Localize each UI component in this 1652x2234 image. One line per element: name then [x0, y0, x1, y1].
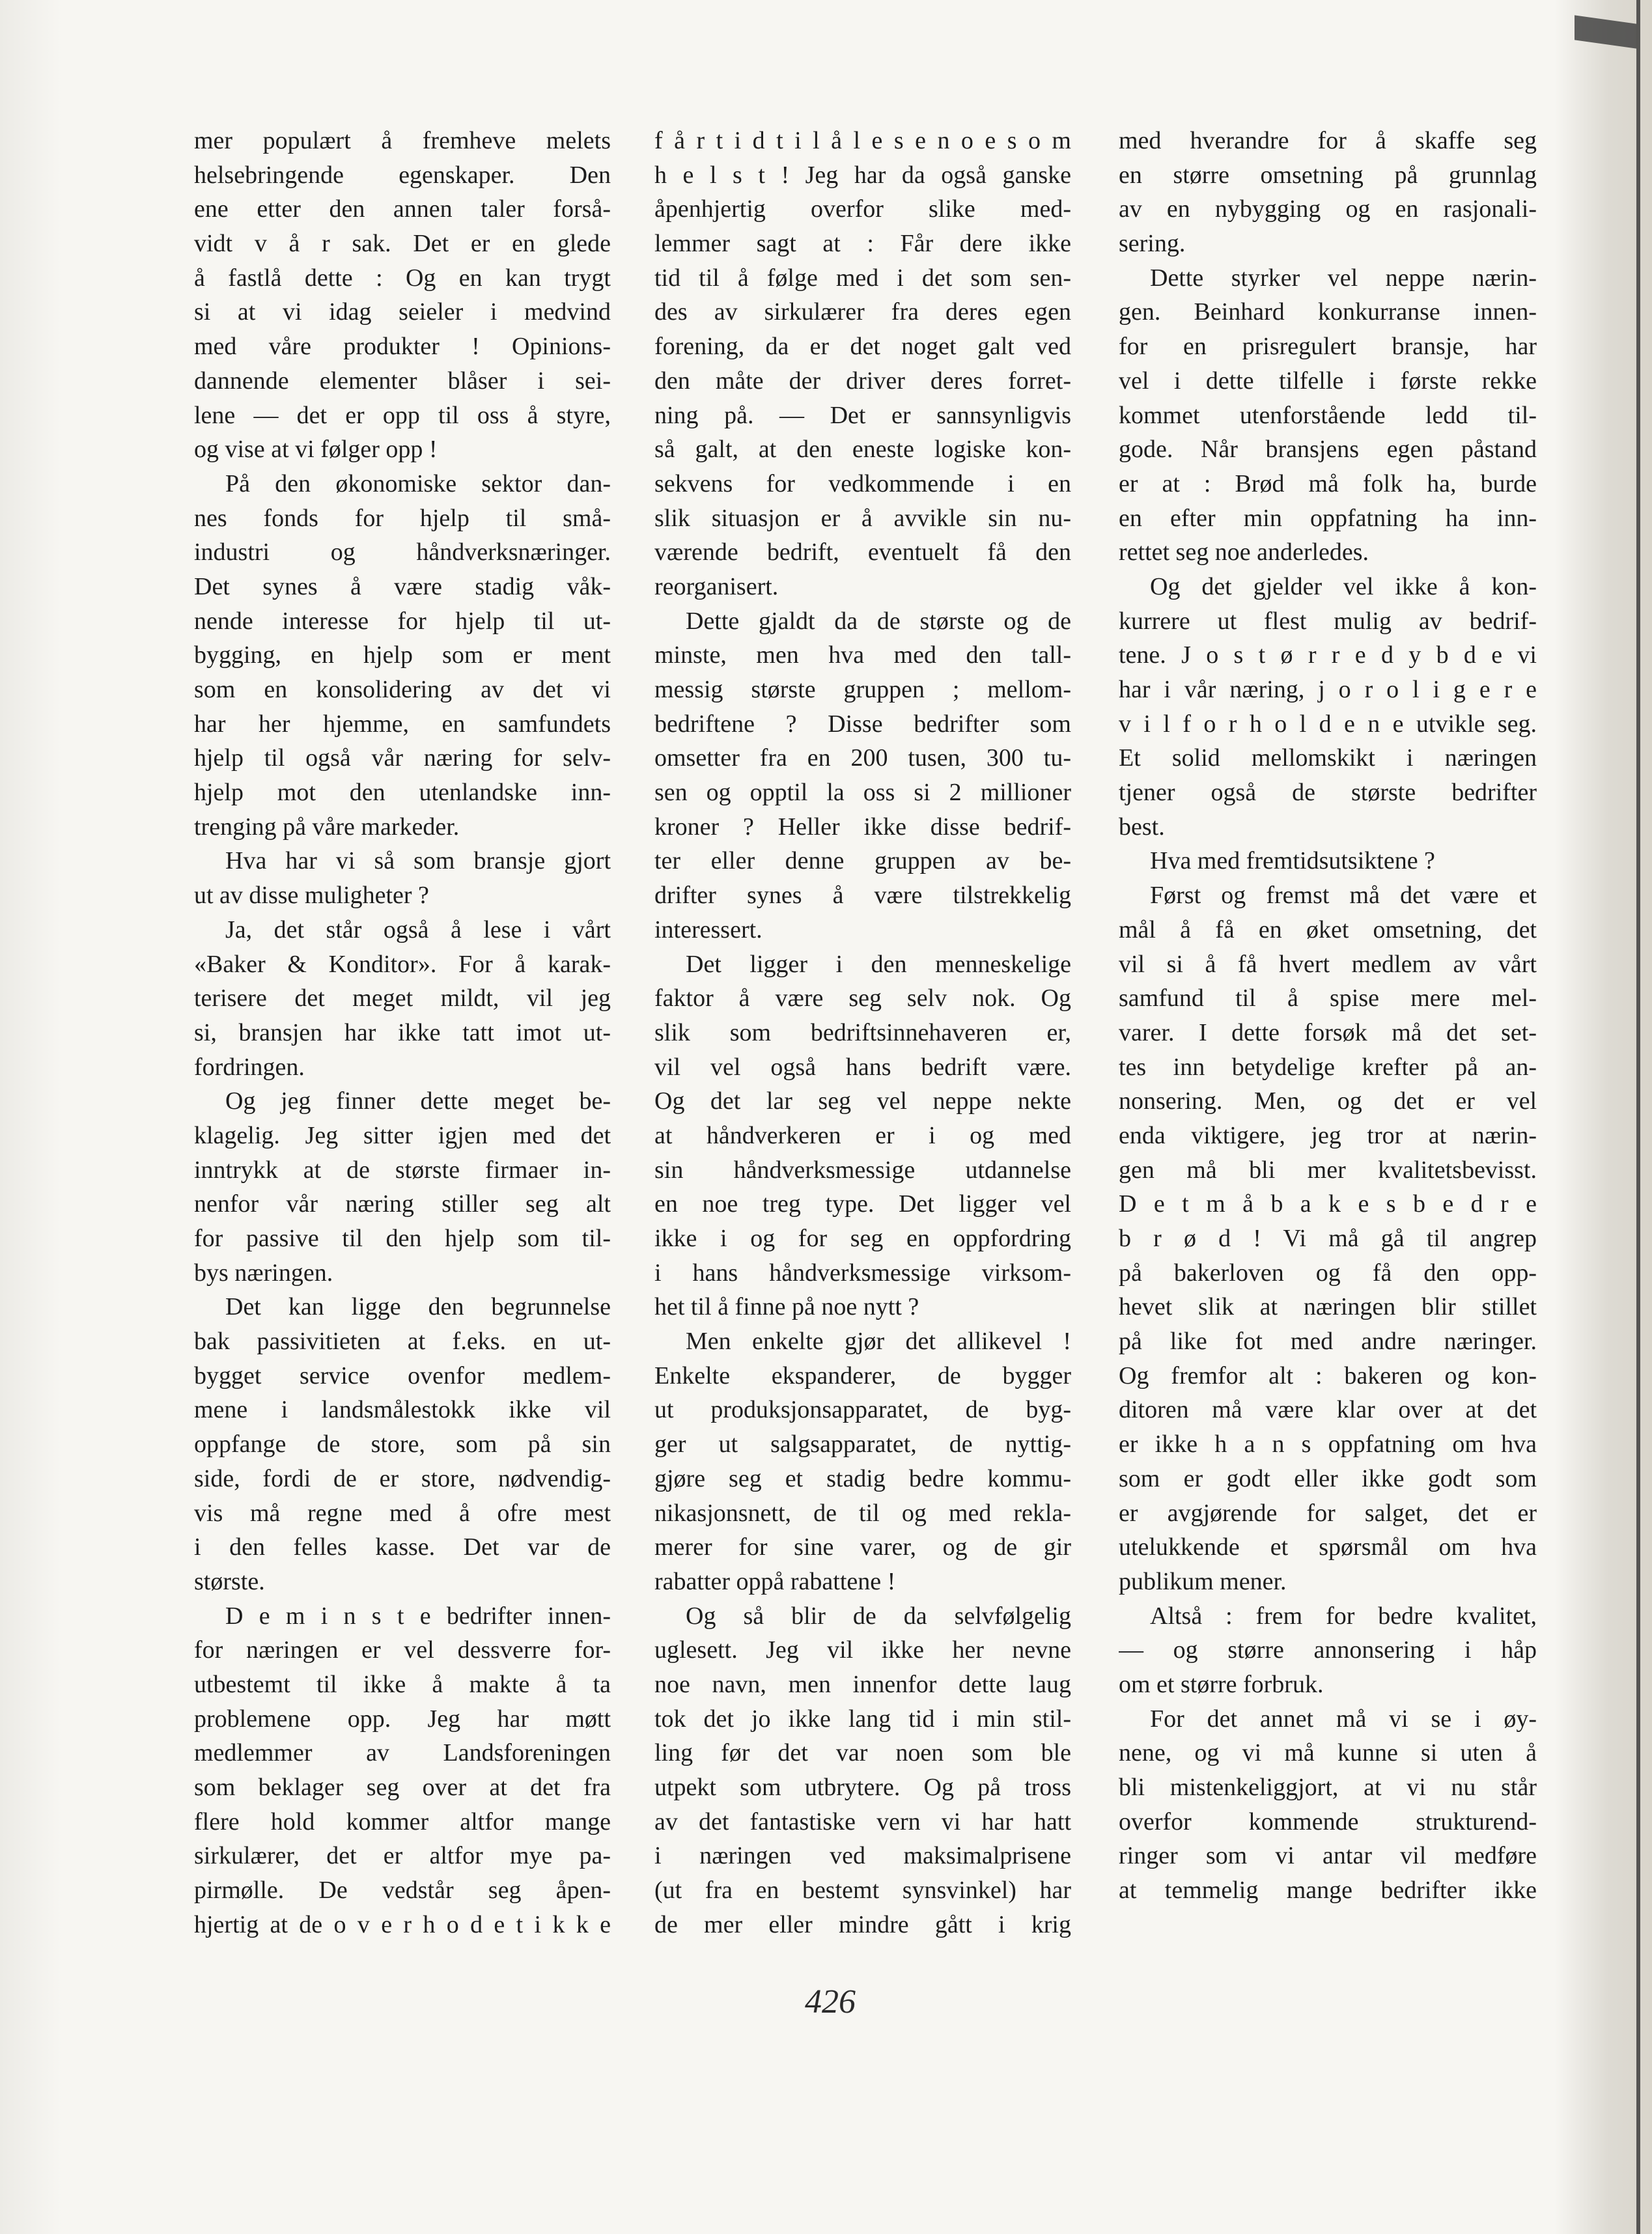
- text-line: bli mistenkeliggjort, at vi nu står: [1119, 1774, 1537, 1801]
- text-line: gen. Beinhard konkurranse innen-: [1119, 298, 1537, 326]
- text-line: på bakerloven og få den opp-: [1119, 1259, 1537, 1287]
- text-line: trenging på våre markeder.: [194, 813, 460, 841]
- text-line: så galt, at den eneste logiske kon-: [654, 436, 1071, 464]
- text-line: klagelig. Jeg sitter igjen med det: [194, 1121, 611, 1149]
- text-line: enda viktigere, jeg tror at nærin-: [1119, 1121, 1537, 1149]
- text-line: er ikke h a n s oppfatning om hva: [1119, 1431, 1537, 1459]
- text-line: slik som bedriftsinnehaveren er,: [654, 1018, 1071, 1046]
- page-gutter: [0, 0, 62, 2234]
- text-line: Ja, det står også å lese i vårt: [225, 915, 611, 943]
- text-line: industri og håndverksnæringer.: [194, 538, 611, 566]
- text-line: gen må bli mer kvalitetsbevisst.: [1119, 1156, 1537, 1184]
- text-line: helsebringende egenskaper. Den: [194, 161, 611, 189]
- text-line: ter eller denne gruppen av be-: [654, 847, 1071, 875]
- text-line: hjelp mot den utenlandske inn-: [194, 779, 611, 807]
- text-line: merer for sine varer, og de gir: [654, 1533, 1071, 1561]
- text-line: best.: [1119, 813, 1165, 841]
- text-line: Det kan ligge den begrunnelse: [225, 1293, 611, 1321]
- text-line: medlemmer av Landsforeningen: [194, 1739, 611, 1767]
- text-line: utelukkende et spørsmål om hva: [1119, 1533, 1537, 1561]
- text-line: mene i landsmålestokk ikke vil: [194, 1396, 611, 1424]
- text-line: nonsering. Men, og det er vel: [1119, 1087, 1537, 1115]
- text-line: D e t m å b a k e s b e d r e: [1119, 1190, 1537, 1218]
- text-line: om et større forbruk.: [1119, 1670, 1324, 1698]
- text-line: minste, men hva med den tall-: [654, 641, 1071, 669]
- text-line: h e l s t ! Jeg har da også ganske: [654, 161, 1071, 189]
- text-line: overfor kommende strukturend-: [1119, 1808, 1537, 1836]
- text-line: utbestemt til ikke å makte å ta: [194, 1670, 611, 1698]
- text-line: vidt v å r sak. Det er en glede: [194, 230, 611, 258]
- text-line: Dette styrker vel neppe nærin-: [1150, 264, 1537, 292]
- text-line: ning på. — Det er sannsynligvis: [654, 401, 1071, 429]
- text-line: bedriftene ? Disse bedrifter som: [654, 710, 1071, 738]
- text-line: Det synes å være stadig våk-: [194, 572, 611, 600]
- text-line: ikke i og for seg en oppfordring: [654, 1225, 1071, 1252]
- text-line: Og det gjelder vel ikke å kon-: [1150, 572, 1537, 600]
- text-line: at håndverkeren er i og med: [654, 1121, 1071, 1149]
- text-line: som beklager seg over at det fra: [194, 1774, 611, 1801]
- text-line: tjener også de største bedrifter: [1119, 779, 1537, 807]
- text-line: ling før det var noen som ble: [654, 1739, 1071, 1767]
- text-line: — og større annonsering i håp: [1119, 1636, 1537, 1664]
- text-line: slik situasjon er å avvikle sin nu-: [654, 504, 1071, 532]
- text-line: flere hold kommer altfor mange: [194, 1808, 611, 1836]
- page-number: 426: [805, 1983, 856, 2020]
- text-line: ene etter den annen taler forså-: [194, 195, 611, 223]
- text-line: sering.: [1119, 230, 1186, 258]
- text-line: het til å finne på noe nytt ?: [654, 1293, 919, 1321]
- text-line: sen og opptil la oss si 2 millioner: [654, 779, 1071, 807]
- text-line: Og fremfor alt : bakeren og kon-: [1119, 1361, 1537, 1389]
- text-line: varer. I dette forsøk må det set-: [1119, 1018, 1537, 1046]
- text-line: bygging, en hjelp som er ment: [194, 641, 611, 669]
- text-line: gode. Når bransjens egen påstand: [1119, 436, 1537, 464]
- text-line: tene. J o s t ø r r e d y b d e vi: [1119, 641, 1537, 669]
- text-line: hjertig at de o v e r h o d e t i k k e: [194, 1910, 611, 1938]
- text-line: utpekt som utbrytere. Og på tross: [654, 1774, 1071, 1801]
- text-line: at temmelig mange bedrifter ikke: [1119, 1877, 1537, 1905]
- text-line: bak passivitieten at f.eks. en ut-: [194, 1328, 611, 1356]
- text-line: sirkulærer, det er altfor mye pa-: [194, 1842, 611, 1870]
- page-edge: [1636, 0, 1640, 2234]
- text-line: har i vår næring, j o r o l i g e r e: [1119, 676, 1537, 703]
- text-line: å fastlå dette : Og en kan trygt: [194, 264, 611, 292]
- text-line: av det fantastiske vern vi har hatt: [654, 1808, 1071, 1836]
- text-column-3: [1119, 124, 1537, 1908]
- text-line: D e m i n s t e bedrifter innen-: [225, 1602, 611, 1630]
- text-line: Hva har vi så som bransje gjort: [225, 847, 611, 875]
- text-line: Og det lar seg vel neppe nekte: [654, 1087, 1071, 1115]
- text-line: nene, og vi må kunne si uten å: [1119, 1739, 1537, 1767]
- text-line: nenfor vår næring stiller seg alt: [194, 1190, 611, 1218]
- text-line: rabatter oppå rabattene !: [654, 1567, 896, 1595]
- text-line: Men enkelte gjør det allikevel !: [686, 1328, 1071, 1356]
- text-line: tid til å følge med i det som sen-: [654, 264, 1071, 292]
- text-line: faktor å være seg selv nok. Og: [654, 984, 1071, 1012]
- text-line: uglesett. Jeg vil ikke her nevne: [654, 1636, 1071, 1664]
- text-line: for næringen er vel dessverre for-: [194, 1636, 611, 1664]
- text-line: problemene opp. Jeg har møtt: [194, 1705, 611, 1733]
- text-line: bys næringen.: [194, 1259, 333, 1287]
- text-line: kroner ? Heller ikke disse bedrif-: [654, 813, 1071, 841]
- text-line: hevet slik at næringen blir stillet: [1119, 1293, 1537, 1321]
- text-line: Altså : frem for bedre kvalitet,: [1150, 1602, 1537, 1630]
- text-line: publikum mener.: [1119, 1567, 1287, 1595]
- text-line: Et solid mellomskikt i næringen: [1119, 744, 1537, 772]
- text-line: si, bransjen har ikke tatt imot ut-: [194, 1018, 611, 1046]
- text-line: Enkelte ekspanderer, de bygger: [654, 1361, 1071, 1389]
- text-line: Hva med fremtidsutsiktene ?: [1150, 847, 1435, 875]
- text-line: værende bedrift, eventuelt få den: [654, 538, 1071, 566]
- text-line: den måte der driver deres forret-: [654, 367, 1071, 395]
- text-line: omsetter fra en 200 tusen, 300 tu-: [654, 744, 1071, 772]
- text-line: Først og fremst må det være et: [1150, 882, 1537, 910]
- text-line: b r ø d ! Vi må gå til angrep: [1119, 1225, 1537, 1252]
- text-line: For det annet må vi se i øy-: [1150, 1705, 1537, 1733]
- text-line: inntrykk at de største firmaer in-: [194, 1156, 611, 1184]
- text-line: er avgjørende for salget, det er: [1119, 1499, 1537, 1527]
- text-line: På den økonomiske sektor dan-: [225, 469, 611, 497]
- text-line: de mer eller mindre gått i krig: [654, 1910, 1071, 1938]
- text-line: des av sirkulærer fra deres egen: [654, 298, 1071, 326]
- text-line: hjelp til også vår næring for selv-: [194, 744, 611, 772]
- text-line: terisere det meget mildt, vil jeg: [194, 984, 611, 1012]
- text-line: en noe treg type. Det ligger vel: [654, 1190, 1071, 1218]
- text-line: for en prisregulert bransje, har: [1119, 333, 1537, 361]
- text-line: messig største gruppen ; mellom-: [654, 676, 1071, 703]
- text-line: interessert.: [654, 915, 763, 943]
- text-line: fordringen.: [194, 1053, 305, 1081]
- text-line: har her hjemme, en samfundets: [194, 710, 611, 738]
- text-line: v i l f o r h o l d e n e utvikle seg.: [1119, 710, 1537, 738]
- text-line: nende interesse for hjelp til ut-: [194, 607, 611, 635]
- text-line: vel i dette tilfelle i første rekke: [1119, 367, 1537, 395]
- text-line: mål å få en øket omsetning, det: [1119, 915, 1537, 943]
- text-line: Og så blir de da selvfølgelig: [686, 1602, 1071, 1630]
- text-line: kurrere ut flest mulig av bedrif-: [1119, 607, 1537, 635]
- text-line: noe navn, men innenfor dette laug: [654, 1670, 1071, 1698]
- text-line: i næringen ved maksimalprisene: [654, 1842, 1071, 1870]
- text-line: (ut fra en bestemt synsvinkel) har: [654, 1877, 1071, 1905]
- text-line: største.: [194, 1567, 265, 1595]
- text-line: Og jeg finner dette meget be-: [225, 1087, 611, 1115]
- text-line: og vise at vi følger opp !: [194, 436, 438, 464]
- text-line: kommet utenforstående ledd til-: [1119, 401, 1537, 429]
- text-line: dannende elementer blåser i sei-: [194, 367, 611, 395]
- text-line: som en konsolidering av det vi: [194, 676, 611, 703]
- text-line: i den felles kasse. Det var de: [194, 1533, 611, 1561]
- text-line: forening, da er det noget galt ved: [654, 333, 1071, 361]
- text-line: mer populært å fremheve melets: [194, 127, 611, 154]
- text-line: vis må regne med å ofre mest: [194, 1499, 611, 1527]
- text-line: av en nybygging og en rasjonali-: [1119, 195, 1537, 223]
- text-line: med våre produkter ! Opinions-: [194, 333, 611, 361]
- text-line: f å r t i d t i l å l e s e n o e s o m: [654, 127, 1071, 154]
- text-line: er at : Brød må folk ha, burde: [1119, 469, 1537, 497]
- text-line: som er godt eller ikke godt som: [1119, 1464, 1537, 1492]
- text-line: drifter synes å være tilstrekkelig: [654, 882, 1071, 910]
- text-line: rettet seg noe anderledes.: [1119, 538, 1369, 566]
- text-line: tok det jo ikke lang tid i min stil-: [654, 1705, 1071, 1733]
- text-line: ditoren må være klar over at det: [1119, 1396, 1537, 1424]
- text-line: lemmer sagt at : Får dere ikke: [654, 230, 1071, 258]
- text-line: tes inn betydelige krefter på an-: [1119, 1053, 1537, 1081]
- text-line: sekvens for vedkommende i en: [654, 469, 1071, 497]
- text-line: i hans håndverksmessige virksom-: [654, 1259, 1071, 1287]
- text-line: pirmølle. De vedstår seg åpen-: [194, 1877, 611, 1905]
- text-line: en efter min oppfatning ha inn-: [1119, 504, 1537, 532]
- text-column-2: [654, 124, 1071, 1942]
- text-line: nikasjonsnett, de til og med rekla-: [654, 1499, 1071, 1527]
- text-line: «Baker & Konditor». For å karak-: [194, 950, 611, 978]
- text-line: lene — det er opp til oss å styre,: [194, 401, 611, 429]
- text-line: oppfange de store, som på sin: [194, 1431, 611, 1459]
- text-line: side, fordi de er store, nødvendig-: [194, 1464, 611, 1492]
- text-line: vil si å få hvert medlem av vårt: [1119, 950, 1537, 978]
- text-line: sin håndverksmessige utdannelse: [654, 1156, 1071, 1184]
- text-line: si at vi idag seieler i medvind: [194, 298, 611, 326]
- text-line: bygget service ovenfor medlem-: [194, 1361, 611, 1389]
- text-line: ut produksjonsapparatet, de byg-: [654, 1396, 1071, 1424]
- text-column-1: [194, 124, 611, 1942]
- text-line: på like fot med andre næringer.: [1119, 1328, 1537, 1356]
- text-line: åpenhjertig overfor slike med-: [654, 195, 1071, 223]
- text-line: ringer som vi antar vil medføre: [1119, 1842, 1537, 1870]
- text-line: med hverandre for å skaffe seg: [1119, 127, 1537, 154]
- text-line: for passive til den hjelp som til-: [194, 1225, 611, 1252]
- text-line: samfund til å spise mere mel-: [1119, 984, 1537, 1012]
- text-line: ut av disse muligheter ?: [194, 882, 429, 910]
- text-line: Dette gjaldt da de største og de: [686, 607, 1071, 635]
- text-line: Det ligger i den menneskelige: [686, 950, 1071, 978]
- text-line: gjøre seg et stadig bedre kommu-: [654, 1464, 1071, 1492]
- text-line: en større omsetning på grunnlag: [1119, 161, 1537, 189]
- text-line: nes fonds for hjelp til små-: [194, 504, 611, 532]
- text-line: ger ut salgsapparatet, de nyttig-: [654, 1431, 1071, 1459]
- text-line: reorganisert.: [654, 572, 779, 600]
- text-line: vil vel også hans bedrift være.: [654, 1053, 1071, 1081]
